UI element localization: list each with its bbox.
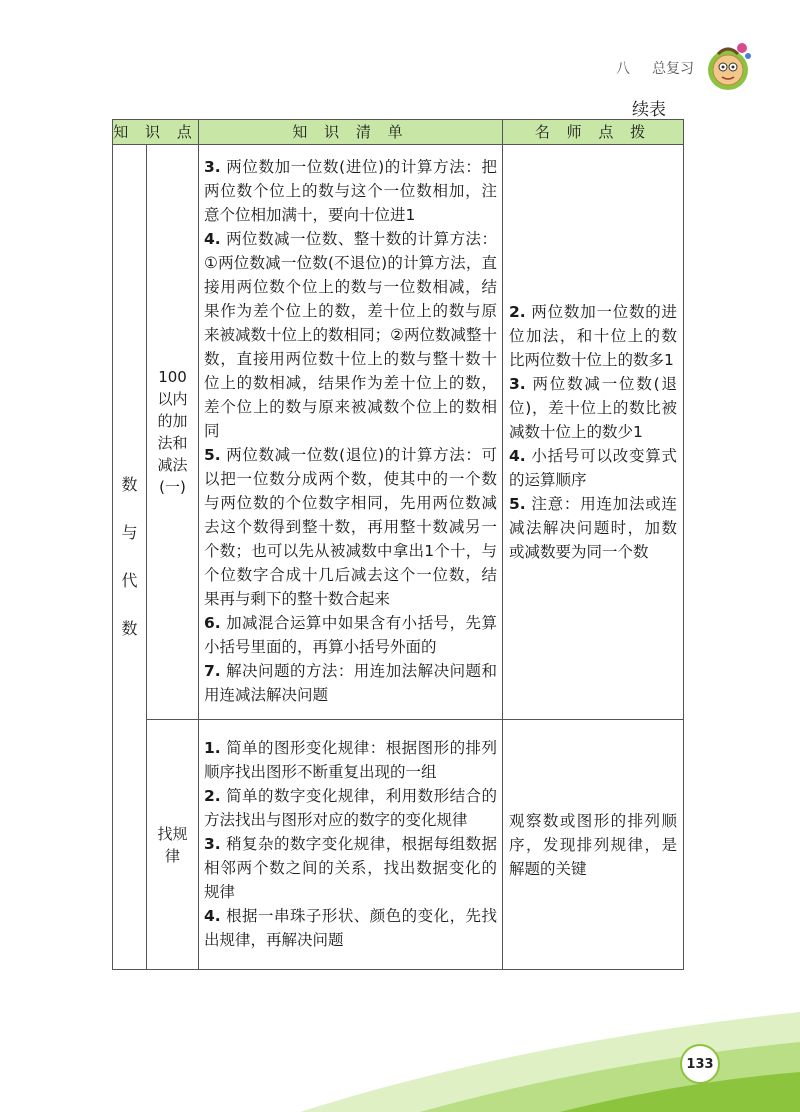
domain-char: 数: [121, 619, 138, 638]
domain-char: 与: [121, 523, 138, 542]
header-teacher-tips: 名 师 点 拨: [503, 120, 684, 145]
header-knowledge-point: 知 识 点: [113, 120, 199, 145]
topic-line: 的加: [157, 412, 188, 430]
page-number: 133: [680, 1044, 720, 1084]
list-item: 3. 稍复杂的数字变化规律，根据每组数据相邻两个数之间的关系，找出数据变化的规律: [204, 834, 498, 901]
list-item: 4. 根据一串珠子形状、颜色的变化，先找出规律，再解决问题: [204, 906, 497, 949]
domain-char: 数: [121, 475, 138, 494]
decorative-swoosh: [0, 972, 800, 1112]
domain-cell: [113, 145, 147, 970]
list-item: 5. 两位数减一位数(退位)的计算方法：可以把一位数分成两个数，使其中的一个数与两位数的个位数字相同，先用两位数减去这个数得到整十数，再用整十数减另一个数；也可以先从被减数中拿出1个十，与个位数字合成十几后减去这个一位数，结果再与剩下的整十数合起来: [204, 446, 498, 608]
list-item: 1. 简单的图形变化规律：根据图形的排列顺序找出图形不断重复出现的一组: [204, 738, 497, 781]
chapter-number: 八: [616, 61, 630, 77]
table-row: [113, 145, 684, 720]
table-header-row: [113, 120, 684, 145]
topic-line: (一): [159, 478, 186, 496]
list-item: 2. 简单的数字变化规律，利用数形结合的方法找出与图形对应的数字的变化规律: [204, 786, 497, 829]
tip-item: 5. 注意：用连加法或连减法解决问题时，加数或减数要为同一个数: [509, 495, 678, 561]
topic-line: 律: [165, 846, 181, 865]
tip-item: 3. 两位数减一位数(退位)，差十位上的数比被减数十位上的数少1: [509, 375, 678, 441]
topic-line: 法和: [157, 434, 188, 452]
running-header: [616, 58, 694, 78]
tip-item: 2. 两位数加一位数的进位加法，和十位上的数比两位数十位上的数多1: [509, 303, 678, 369]
continued-label: 续表: [632, 100, 666, 120]
domain-char: 代: [121, 571, 138, 590]
topic-line: 100: [158, 368, 187, 386]
teacher-tips-cell: [503, 720, 684, 970]
teacher-tips-cell: [503, 145, 684, 720]
list-item: 3. 两位数加一位数(进位)的计算方法：把两位数个位上的数与这个一位数相加，注意个位相加满十，要向十位进1: [204, 158, 498, 224]
topic-line: 找规: [157, 824, 188, 843]
mascot-icon: [698, 36, 758, 96]
knowledge-table: [112, 119, 684, 970]
tip-item: 观察数或图形的排列顺序，发现排列规律，是解题的关键: [509, 811, 678, 878]
knowledge-list-cell: [199, 145, 503, 720]
chapter-title: 总复习: [652, 61, 694, 77]
topic-cell: [147, 145, 199, 720]
list-item: 4. 两位数减一位数、整十数的计算方法：①两位数减一位数(不退位)的计算方法，直接用两位数个位上的数与一位数相减，结果作为差个位上的数，差十位上的数与原来被减数十位上的数相同；②两位数减整十数，直接用两位数十位上的数与整十数十位上的数相减，结果作为差十位上的数，差个位上的数与原来被减数个位上的数相同: [204, 230, 498, 440]
table-row: [113, 720, 684, 970]
topic-line: 以内: [157, 390, 188, 408]
tip-item: 4. 小括号可以改变算式的运算顺序: [509, 447, 678, 489]
header-knowledge-list: 知 识 清 单: [199, 120, 503, 145]
list-item: 7. 解决问题的方法：用连加法解决问题和用连减法解决问题: [204, 662, 497, 704]
knowledge-list-cell: [199, 720, 503, 970]
topic-line: 减法: [157, 456, 188, 474]
topic-cell: [147, 720, 199, 970]
list-item: 6. 加减混合运算中如果含有小括号，先算小括号里面的，再算小括号外面的: [204, 614, 497, 656]
